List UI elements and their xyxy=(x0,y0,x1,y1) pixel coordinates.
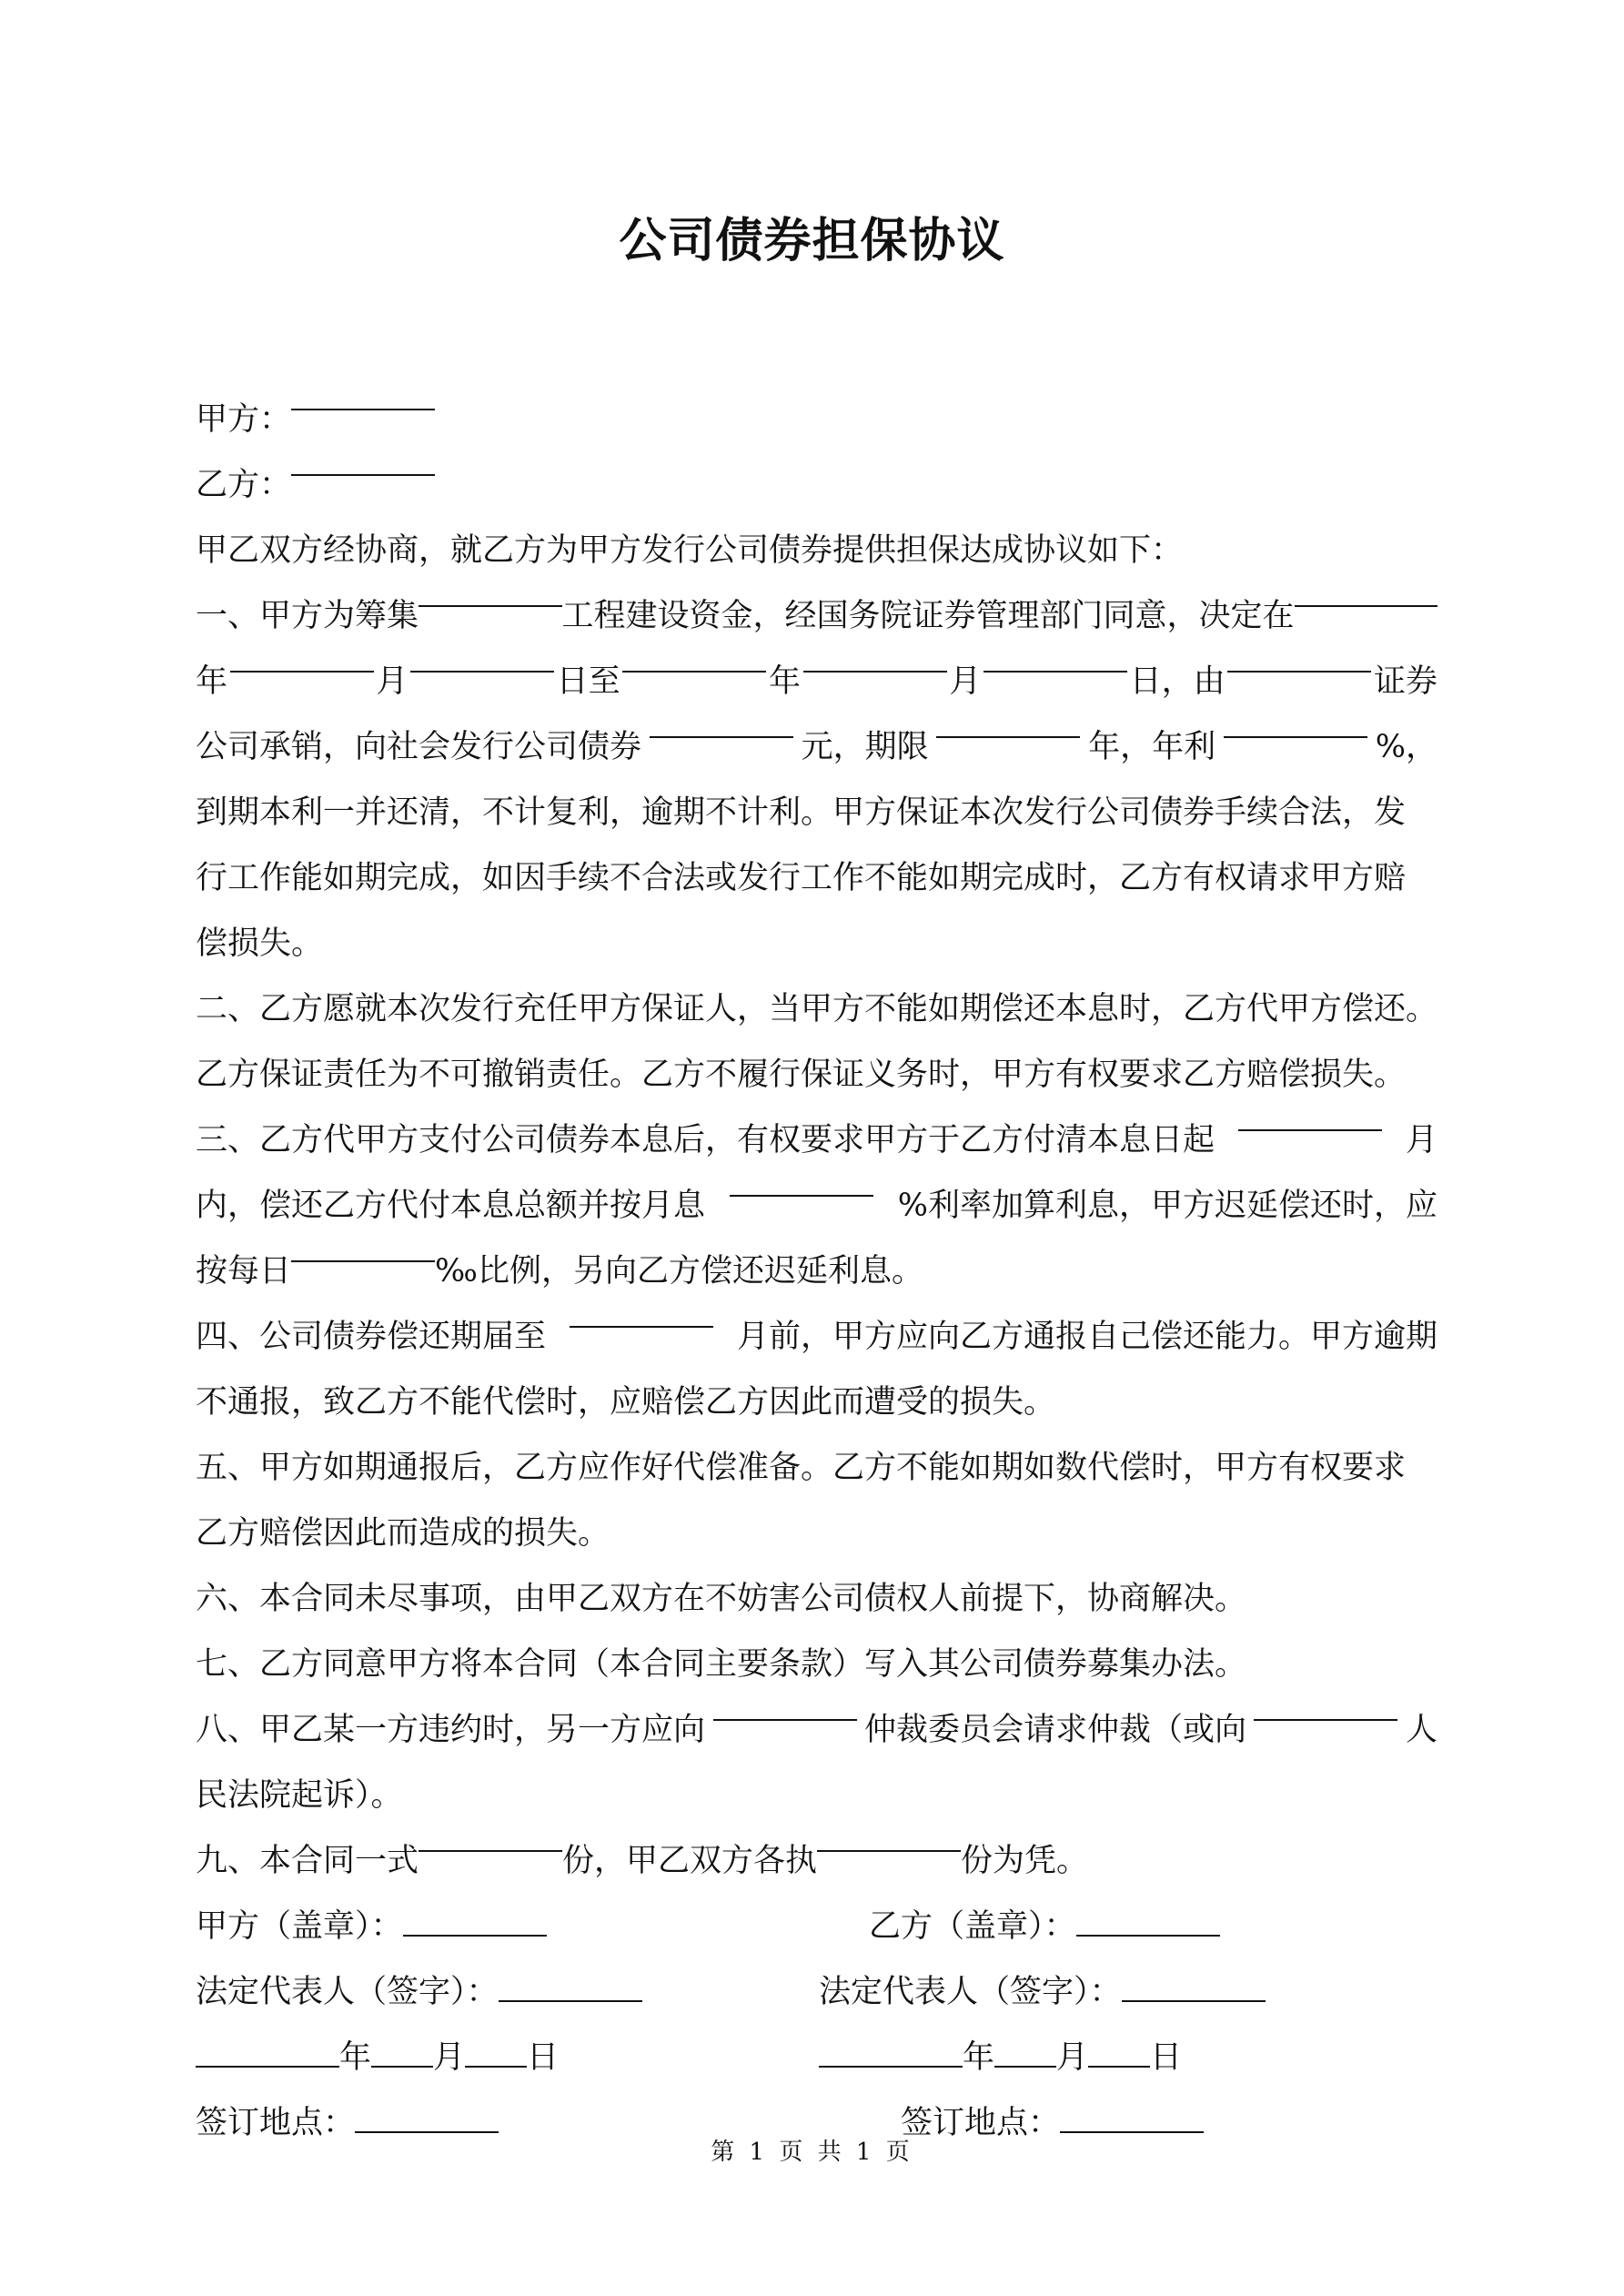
year-blank[interactable] xyxy=(1295,583,1437,607)
clause-5-line-2: 乙方赔偿因此而造成的损失。 xyxy=(196,1515,610,1552)
end-day-blank[interactable] xyxy=(983,649,1127,673)
document-body xyxy=(196,387,1437,2156)
party-b-seal: 乙方（盖章）： xyxy=(869,1894,1220,1959)
daily-rate-blank[interactable] xyxy=(291,1239,435,1262)
party-a-seal-blank[interactable] xyxy=(403,1913,547,1937)
clause-5-line-1: 五、甲方如期通报后，乙方应作好代偿准备。乙方不能如期如数代偿时，甲方有权要求 xyxy=(196,1450,1407,1486)
copies-blank[interactable] xyxy=(419,1828,562,1852)
securities-company-blank[interactable] xyxy=(1227,649,1371,673)
interest-rate-blank[interactable] xyxy=(1224,714,1367,738)
party-a-date: 年 月 日 xyxy=(196,2025,559,2090)
party-b-seal-blank[interactable] xyxy=(1076,1913,1220,1937)
party-b-place-blank[interactable] xyxy=(1060,2109,1204,2133)
clause-8-line-1: 八、甲乙某一方违约时，另一方应向 仲裁委员会请求仲裁（或向 人 xyxy=(196,1697,1437,1763)
month-blank[interactable] xyxy=(230,649,374,673)
monthly-rate-blank[interactable] xyxy=(730,1173,873,1197)
party-a-seal: 甲方（盖章）： xyxy=(196,1894,547,1959)
clause-3-line-3: 按每日 ‰比例，另向乙方偿还迟延利息。 xyxy=(196,1239,1437,1304)
repay-months-blank[interactable] xyxy=(1238,1108,1382,1131)
party-b-line xyxy=(196,452,1437,518)
court-blank[interactable] xyxy=(1254,1697,1397,1721)
each-copies-blank[interactable] xyxy=(817,1828,961,1852)
clause-3-line-2: 内，偿还乙方代付本息总额并按月息 %利率加算利息，甲方迟延偿还时，应 xyxy=(196,1173,1437,1239)
party-a-place-blank[interactable] xyxy=(355,2109,499,2133)
intro-text: 甲乙双方经协商，就乙方为甲方发行公司债券提供担保达成协议如下： xyxy=(196,532,1184,569)
party-b-label: 乙方： xyxy=(196,467,292,503)
party-b-date: 年 月 日 xyxy=(819,2025,1182,2090)
clause-4-line-1: 四、公司债券偿还期届至 月前，甲方应向乙方通报自己偿还能力。甲方逾期 xyxy=(196,1304,1437,1370)
clause-6: 六、本合同未尽事项，由甲乙双方在不妨害公司债权人前提下，协商解决。 xyxy=(196,1581,1247,1617)
end-month-blank[interactable] xyxy=(803,649,947,673)
clause-1-line-3: 公司承销，向社会发行公司债券 元，期限 年，年利 %， xyxy=(196,714,1437,780)
party-a-representative: 法定代表人（签字）： xyxy=(196,1959,642,2025)
party-a-month-blank[interactable] xyxy=(371,2044,433,2068)
party-a-blank[interactable] xyxy=(291,387,435,410)
party-b-place: 签订地点： xyxy=(901,2090,1204,2156)
page-number: 第 1 页 共 1 页 xyxy=(711,2139,913,2166)
party-b-blank[interactable] xyxy=(291,452,435,476)
clause-2-line-1: 二、乙方愿就本次发行充任甲方保证人，当甲方不能如期偿还本息时，乙方代甲方偿还。 xyxy=(196,991,1438,1027)
arbitration-committee-blank[interactable] xyxy=(713,1697,857,1721)
notice-months-blank[interactable] xyxy=(570,1304,713,1328)
clause-1-line-5: 行工作能如期完成，如因手续不合法或发行工作不能如期完成时，乙方有权请求甲方赔 xyxy=(196,860,1407,896)
clause-3-line-1: 三、乙方代甲方支付公司债券本息后，有权要求甲方于乙方付清本息日起 月 xyxy=(196,1108,1437,1173)
party-a-place: 签订地点： xyxy=(196,2090,499,2156)
party-b-representative: 法定代表人（签字）： xyxy=(819,1959,1266,2025)
bond-amount-blank[interactable] xyxy=(650,714,793,738)
seal-row xyxy=(196,1894,1437,1959)
date-row xyxy=(196,2025,1437,2090)
clause-9: 九、本合同一式 份，甲乙双方各执 份为凭。 xyxy=(196,1828,1437,1894)
clause-1-line-6: 偿损失。 xyxy=(196,925,324,962)
party-a-line xyxy=(196,387,1437,452)
party-a-year-blank[interactable] xyxy=(196,2044,339,2068)
document-title: 公司债券担保协议 xyxy=(619,213,1005,268)
party-a-rep-blank[interactable] xyxy=(499,1978,642,2002)
clause-7: 七、乙方同意甲方将本合同（本合同主要条款）写入其公司债券募集办法。 xyxy=(196,1646,1247,1683)
day-blank[interactable] xyxy=(410,649,554,673)
party-a-label: 甲方： xyxy=(196,401,292,438)
party-b-day-blank[interactable] xyxy=(1088,2044,1150,2068)
party-b-year-blank[interactable] xyxy=(819,2044,963,2068)
party-a-day-blank[interactable] xyxy=(465,2044,527,2068)
clause-8-line-2: 民法院起诉）。 xyxy=(196,1777,403,1814)
clause-1-line-4: 到期本利一并还清，不计复利，逾期不计利。甲方保证本次发行公司债券手续合法，发 xyxy=(196,794,1407,831)
representative-row xyxy=(196,1959,1437,2025)
clause-1-line-2: 年 月 日至 年 月 日，由 证券 xyxy=(196,649,1437,714)
project-name-blank[interactable] xyxy=(419,583,561,607)
party-b-month-blank[interactable] xyxy=(994,2044,1056,2068)
clause-1-line-1: 一、甲方为筹集 工程建设资金，经国务院证券管理部门同意，决定在 xyxy=(196,583,1437,649)
party-b-rep-blank[interactable] xyxy=(1122,1978,1266,2002)
term-blank[interactable] xyxy=(936,714,1080,738)
clause-2-line-2: 乙方保证责任为不可撤销责任。乙方不履行保证义务时，甲方有权要求乙方赔偿损失。 xyxy=(196,1057,1407,1093)
end-year-blank[interactable] xyxy=(622,649,766,673)
clause-4-line-2: 不通报，致乙方不能代偿时，应赔偿乙方因此而遭受的损失。 xyxy=(196,1384,1056,1421)
